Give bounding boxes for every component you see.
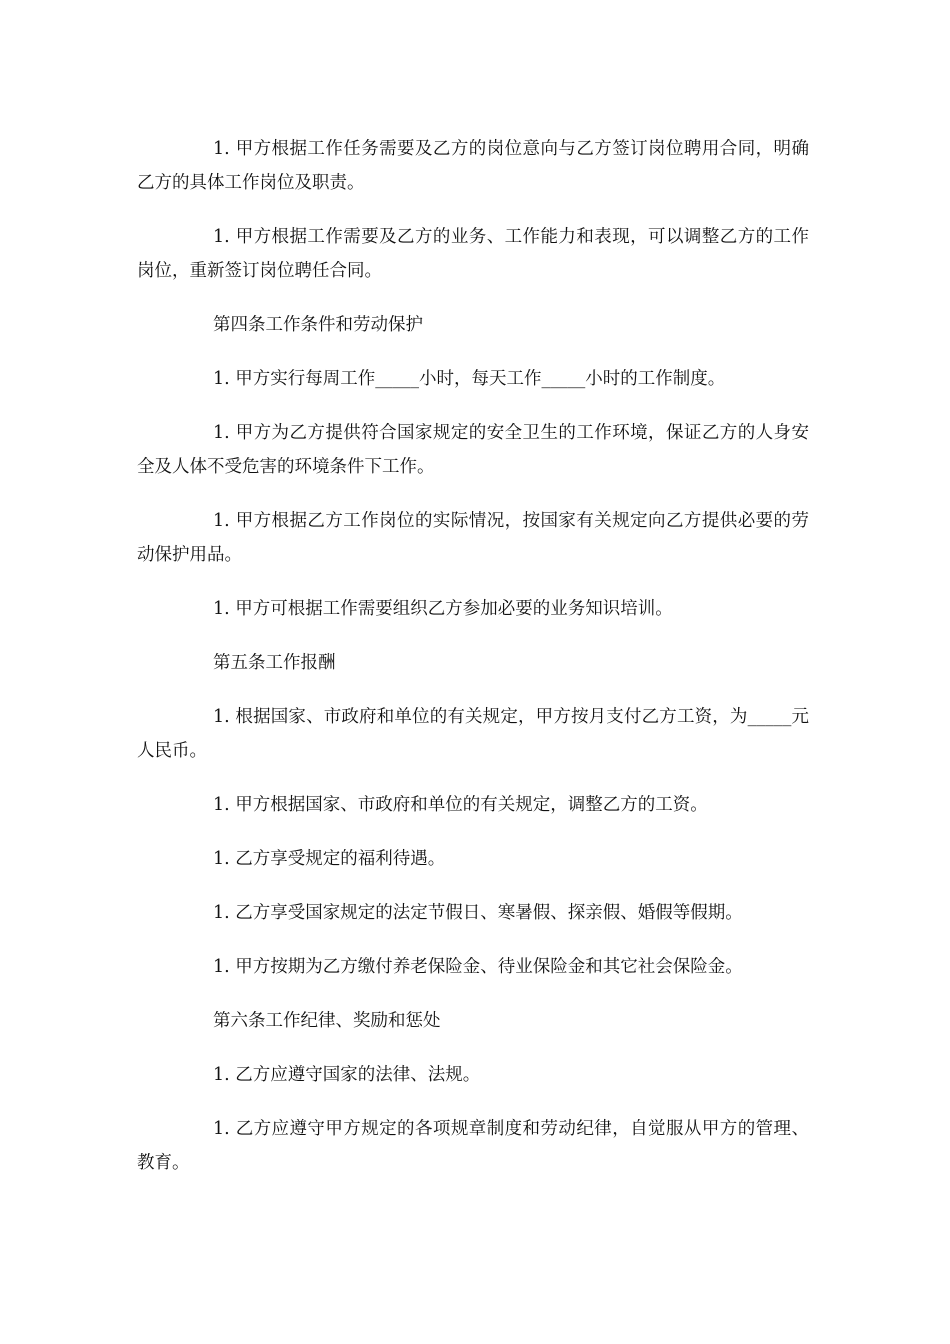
clause-item: 1. 乙方享受国家规定的法定节假日、寒暑假、探亲假、婚假等假期。	[213, 903, 743, 923]
clause-item: 1. 甲方根据工作需要及乙方的业务、工作能力和表现，可以调整乙方的工作岗位，重新签订岗位聘任合同。	[137, 227, 809, 281]
clause-item: 1. 甲方根据乙方工作岗位的实际情况，按国家有关规定向乙方提供必要的劳动保护用品。	[137, 511, 809, 565]
clause-item: 1. 甲方可根据工作需要组织乙方参加必要的业务知识培训。	[213, 599, 673, 619]
clause-item: 1. 乙方应遵守甲方规定的各项规章制度和劳动纪律，自觉服从甲方的管理、教育。	[137, 1119, 809, 1173]
clause-item: 1. 根据国家、市政府和单位的有关规定，甲方按月支付乙方工资，为_____元人民币。	[137, 707, 809, 761]
section-heading: 第六条工作纪律、奖励和惩处	[213, 1011, 441, 1031]
clause-item: 1. 甲方实行每周工作_____小时，每天工作_____小时的工作制度。	[213, 369, 726, 389]
clause-item: 1. 乙方享受规定的福利待遇。	[213, 849, 446, 869]
document-body	[137, 132, 809, 1200]
section-heading: 第四条工作条件和劳动保护	[213, 315, 423, 335]
clause-item: 1. 甲方根据工作任务需要及乙方的岗位意向与乙方签订岗位聘用合同，明确乙方的具体工作岗位及职责。	[137, 139, 809, 193]
clause-item: 1. 甲方根据国家、市政府和单位的有关规定，调整乙方的工资。	[213, 795, 708, 815]
section-heading: 第五条工作报酬	[213, 653, 336, 673]
clause-item: 1. 甲方为乙方提供符合国家规定的安全卫生的工作环境，保证乙方的人身安全及人体不受危害的环境条件下工作。	[137, 423, 809, 477]
clause-item: 1. 乙方应遵守国家的法律、法规。	[213, 1065, 481, 1085]
clause-item: 1. 甲方按期为乙方缴付养老保险金、待业保险金和其它社会保险金。	[213, 957, 743, 977]
